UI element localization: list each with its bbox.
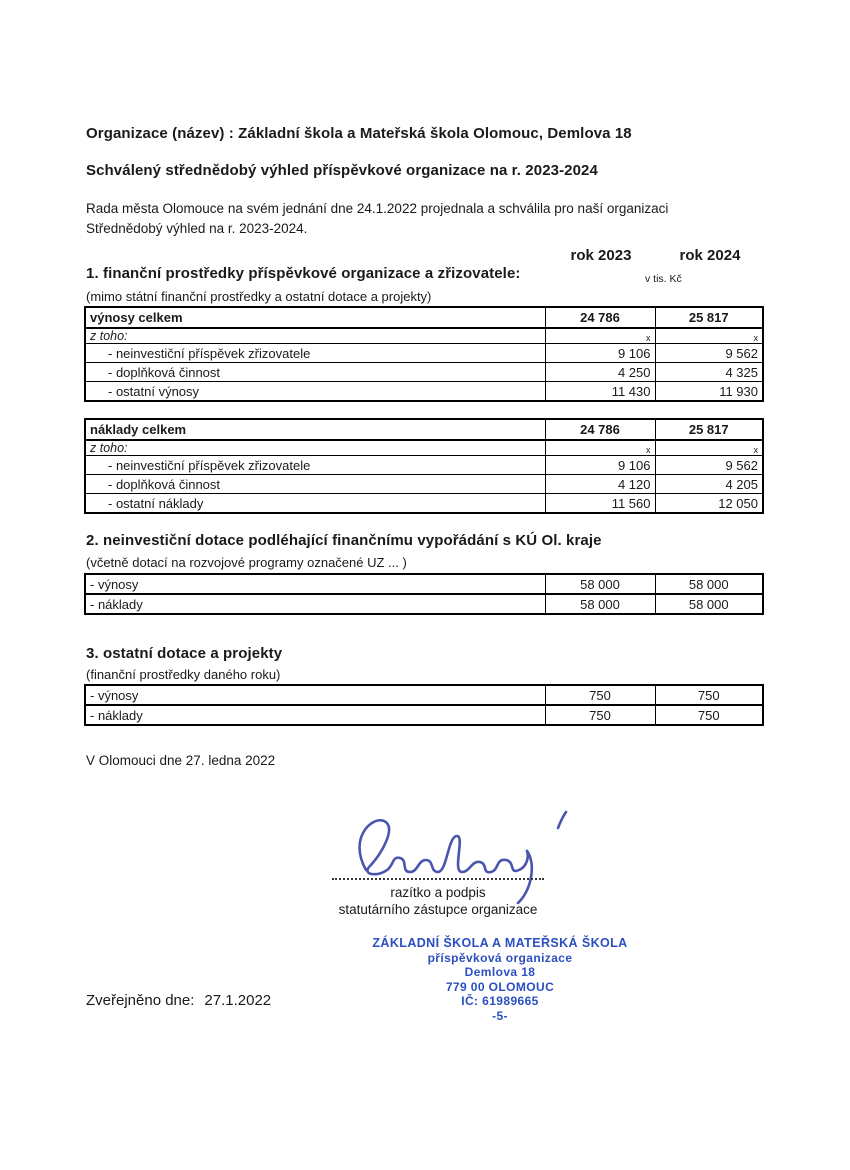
value-2024: 58 000 [655,574,763,594]
organization-name-line: Organizace (název) : Základní škola a Mateřská škola Olomouc, Demlova 18 [86,125,632,142]
table-row [85,574,763,594]
value-2024: 4 205 [655,475,763,494]
signature-caption-line1: razítko a podpis [390,885,486,900]
row-label: z toho: [85,440,545,456]
row-label: - náklady [85,594,545,614]
row-label: - neinvestiční příspěvek zřizovatele [85,344,545,363]
cost-table [84,418,764,514]
intro-paragraph: Rada města Olomouce na svém jednání dne 24.1.2022 projednala a schválila pro naší organizaci Střednědobý výhled na r. 2023-2024. [86,201,669,236]
year-header-2023: rok 2023 [570,247,632,264]
organization-stamp [358,936,642,1023]
table-row [85,419,763,440]
value-2024: 4 325 [655,363,763,382]
row-label: - doplňková činnost [85,475,545,494]
value-2023: 11 430 [545,382,655,402]
row-label: - ostatní náklady [85,494,545,514]
value-2023: 4 120 [545,475,655,494]
table-row [85,594,763,614]
table-row [85,705,763,725]
section3-note: (finanční prostředky daného roku) [86,667,281,682]
unit-note: v tis. Kč [645,273,682,285]
stamp-line: -5- [492,1008,508,1023]
section3-table [84,684,764,726]
section2-table [84,573,764,615]
published-label: Zveřejněno dne: [86,992,195,1009]
value-2024: 25 817 [655,419,763,440]
row-label: - doplňková činnost [85,363,545,382]
value-2023: 750 [545,705,655,725]
table-row [85,382,763,402]
table-row [85,475,763,494]
value-2024: x [655,440,763,456]
published-date: 27.1.2022 [204,992,272,1009]
section3-heading: 3. ostatní dotace a projekty [86,645,283,662]
signature-caption-line2: statutárního zástupce organizace [338,902,538,917]
value-2024: 11 930 [655,382,763,402]
value-2023: x [545,328,655,344]
section1-note: (mimo státní finanční prostředky a ostatní dotace a projekty) [86,289,432,304]
table-row [85,328,763,344]
value-2023: 9 106 [545,344,655,363]
row-label: - ostatní výnosy [85,382,545,402]
section1-heading: 1. finanční prostředky příspěvkové organizace a zřizovatele: [86,265,521,282]
value-2024: 750 [655,705,763,725]
signature-dotted-line [332,878,544,880]
value-2023: 4 250 [545,363,655,382]
row-label: - výnosy [85,685,545,705]
value-2024: x [655,328,763,344]
value-2023: 11 560 [545,494,655,514]
value-2023: 58 000 [545,574,655,594]
section2-note: (včetně dotací na rozvojové programy označené UZ ... ) [86,555,407,570]
row-label: - výnosy [85,574,545,594]
stamp-line: Demlova 18 [464,965,536,979]
value-2023: 24 786 [545,419,655,440]
value-2024: 25 817 [655,307,763,328]
table-row [85,344,763,363]
value-2024: 9 562 [655,344,763,363]
stamp-line: ZÁKLADNÍ ŠKOLA A MATEŘSKÁ ŠKOLA [372,936,628,950]
table-row [85,494,763,514]
value-2023: 58 000 [545,594,655,614]
section2-heading: 2. neinvestiční dotace podléhající finančnímu vypořádání s KÚ Ol. kraje [86,532,602,549]
stamp-line: příspěvková organizace [427,950,573,965]
value-2023: 24 786 [545,307,655,328]
value-2024: 9 562 [655,456,763,475]
value-2023: x [545,440,655,456]
table-row [85,456,763,475]
value-2024: 58 000 [655,594,763,614]
row-label: - náklady [85,705,545,725]
stamp-line: IČ: 61989665 [461,994,539,1008]
table-row [85,440,763,456]
revenue-table [84,306,764,402]
published-date-line [86,992,271,1009]
table-row [85,363,763,382]
row-label: - neinvestiční příspěvek zřizovatele [85,456,545,475]
row-label: z toho: [85,328,545,344]
document-title: Schválený střednědobý výhled příspěvkové organizace na r. 2023-2024 [86,162,598,179]
place-and-date-line: V Olomouci dne 27. ledna 2022 [86,753,276,768]
value-2024: 750 [655,685,763,705]
stamp-line: 779 00 OLOMOUC [445,979,555,994]
table-row [85,307,763,328]
row-label: výnosy celkem [85,307,545,328]
value-2023: 9 106 [545,456,655,475]
value-2024: 12 050 [655,494,763,514]
row-label: náklady celkem [85,419,545,440]
value-2023: 750 [545,685,655,705]
year-header-2024: rok 2024 [679,247,741,264]
table-row [85,685,763,705]
